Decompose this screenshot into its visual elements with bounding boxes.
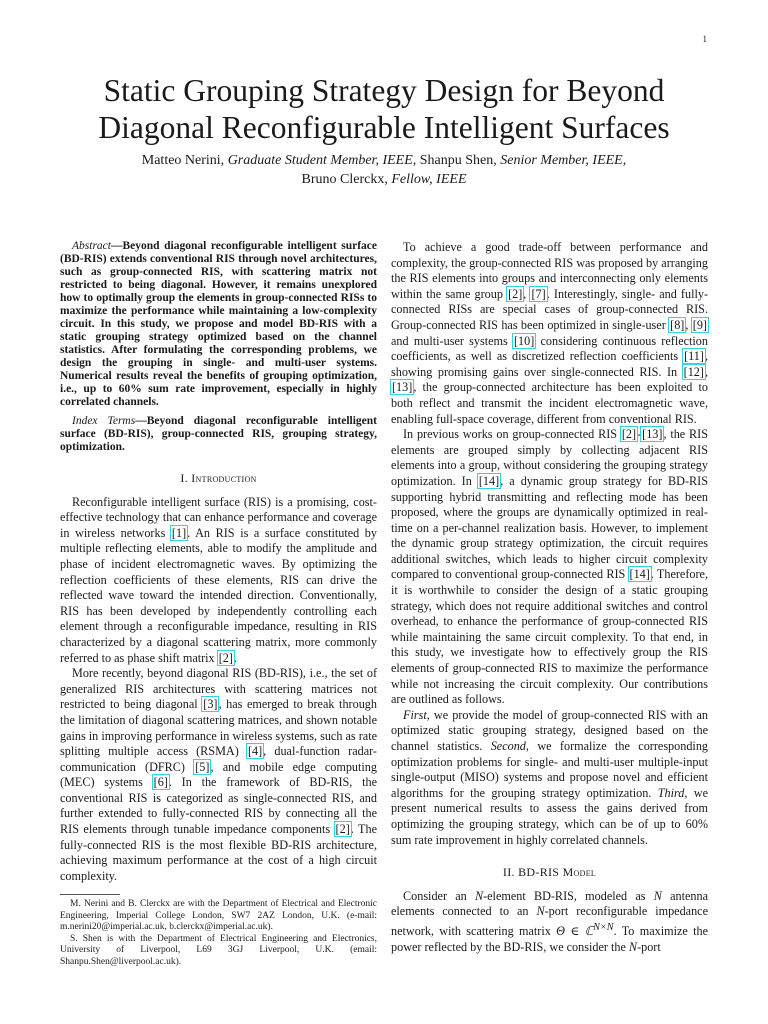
text: , [704,364,708,379]
section-title: BD-RIS Model [518,865,597,880]
text: To achieve a good trade-off between performance and complexity, the group-connected RIS was proposed by arranging the RIS elements into groups and interconnecting only elements within the same group [391,240,708,301]
index-terms-text: —Beyond diagonal reconfigurable intelligent surface (BD-RIS), group-connected RIS, grouping strategy, optimization. [60,415,377,453]
text: considering continuous reflection coefficients, as well as discretized reflection coefficients [391,333,708,364]
section-heading-bd-ris-model [391,865,708,881]
footnote-divider [60,894,120,895]
text: Consider an [403,888,475,903]
citation-link[interactable]: [8] [670,317,685,332]
author-name: Bruno Clerckx, [301,172,388,187]
text: . In the framework of BD-RIS, the conventional RIS is categorized as single-connected RIS, and further extended to fully-connected RIS by connecting all the RIS elements through tunable impedance components [60,775,377,837]
abstract [60,240,377,409]
right-paragraph-1 [391,240,708,427]
intro-paragraph-2 [60,666,377,884]
text: , the group-connected architecture has been exploited to both reflect and transmit the incident electromagnetic wave, enabling full-space coverage, different from conventional RIS. [391,380,708,426]
left-column [60,240,377,968]
citation-link[interactable]: [2] [508,286,523,301]
text: . To maximize the power reflected by the BD-RIS, we consider the [391,924,708,954]
math-symbol: N [536,904,545,919]
citation-link[interactable]: [12] [683,364,704,379]
text: . Interestingly, single- and fully-connected RISs are special cases of group-connected RIS. Group-connected RIS has been optimized in single-user [391,286,709,332]
text: , dual-function radar-communication (DFRC) [60,744,377,774]
title-line-1: Static Grouping Strategy Design for Beyond [103,73,665,108]
author-name: Shanpu Shen, [419,153,497,168]
citation-link[interactable]: [7] [531,286,546,301]
text: - [637,427,642,442]
text: , we present numerical results to assess the gains derived from optimizing the grouping strategy, which can be of up to 60% sum rate improvement in highly correlated channels. [391,785,709,847]
author-line-1 [60,151,708,170]
emphasis: Second [490,739,526,753]
author-role: Fellow, IEEE [391,172,467,187]
math-symbol: N [628,939,638,954]
text: In previous works on group-connected RIS [403,427,621,442]
section-title: Introduction [191,471,257,485]
citation-link[interactable]: [2] [218,650,233,665]
author-line-2 [60,170,708,189]
emphasis: Third [657,785,685,800]
author-role: Senior Member, IEEE, [500,153,627,168]
author-block [60,151,708,189]
math-symbol: N [474,888,484,903]
emphasis: First [403,707,427,722]
intro-paragraph-1 [60,495,377,667]
citation-link[interactable]: [2] [335,822,350,837]
citation-link[interactable]: [3] [203,697,218,712]
section-heading-introduction [60,471,377,487]
text: antenna elements connected to an [391,888,708,919]
text: , [523,286,531,301]
text: , [685,317,692,332]
text: , has emerged to break through the limitation of diagonal scattering matrices, and shown notable gains in improving performance in wireless systems, such as rate splitting multiple access (RSMA) [60,697,377,759]
text: More recently, beyond diagonal RIS (BD-RIS), i.e., the set of generalized RIS architectures with scattering matrices not restricted to being diagonal [60,666,377,712]
text: , we formalize the corresponding optimization problems for single- and multi-user multiple-input single-output (MISO) systems and propose novel and efficient algorithms for the grouping strategy optimization. [391,739,709,800]
section-number: II. [502,865,515,880]
author-name: Matteo Nerini, [141,153,225,168]
citation-link[interactable]: [14] [478,473,500,488]
right-column [391,240,708,955]
citation-link[interactable]: [6] [153,775,168,790]
author-role: Graduate Student Member, IEEE, [227,153,417,168]
section-number: I. [180,471,188,485]
citation-link[interactable]: [9] [692,317,707,332]
citation-link[interactable]: [11] [684,349,704,364]
abstract-text: —Beyond diagonal reconfigurable intelligent surface (BD-RIS) extends conventional RIS through novel architectures, such as group-connected RIS, with scattering matrix not restricted to being diagonal. However, it remains unexplored how to optimally group the elements in group-connected RISs to maximize the performance while maintaining a low-complexity circuit. In this study, we propose and model BD-RIS with a static grouping strategy optimized based on the channel statistics. After formulating the corresponding problems, we design the grouping in single- and multi-user systems. Numerical results reveal the benefits of grouping optimization, i.e., up to 60% sum rate improvement, especially in highly correlated channels. [60,240,377,408]
footnote-1: M. Nerini and B. Clerckx are with the Department of Electrical and Electronic Engineering, Imperial College London, SW7 2AZ London, U.K. (e-mail: m.nerini20@imperial.ac.uk, b.clerckx@imperial.ac.uk). [60,899,377,933]
text: -port [637,939,661,954]
text: . [233,650,237,665]
right-paragraph-2 [391,427,708,708]
text: , the RIS elements are grouped simply by collecting adjacent RIS elements into a group, without considering the grouping strategy optimization. In [391,427,708,488]
text: . The fully-connected RIS is the most flexible BD-RIS architecture, achieving maximum performance at the cost of a high circuit complexity. [60,822,378,883]
right-paragraph-3 [391,708,708,848]
text: Reconfigurable intelligent surface (RIS) is a promising, cost-effective technology that can enhance performance and coverage in wireless networks [60,494,377,540]
text: , and mobile edge computing (MEC) systems [60,759,377,790]
abstract-label: Abstract [72,240,111,252]
citation-link[interactable]: [14] [629,567,650,582]
text: . Therefore, it is worthwhile to consider the design of a static grouping strategy, which does not require additional switches and control overhead, to enhance the performance of group-connected RIS while maintaining the same circuit complexity. To that end, in this study, we investigate how to effectively group the RIS elements of group-connected RIS to maximize the performance while not increasing the circuit complexity. Our contributions are outlined as follows. [391,567,708,707]
text: , a dynamic group strategy for BD-RIS supporting hybrid transmitting and reflecting mode has been proposed, where the groups are dynamically optimized in real-time on a per-channel realization basis. However, to implement the dynamic group strategy optimization, the circuit requires additional switches, which leads to higher circuit complexity compared to conventional group-connected RIS [391,473,708,582]
citation-link[interactable]: [13] [642,427,663,442]
math-superscript: N×N [593,921,614,933]
index-terms-label: Index Terms [72,415,136,427]
citation-link[interactable]: [5] [195,759,210,774]
citation-link[interactable]: [2] [621,427,637,442]
text: , we provide the model of group-connected RIS with an optimized static grouping strategy, designed based on the channel statistics. [391,707,708,753]
math-expression: Θ ∈ ℂ [556,924,594,938]
citation-link[interactable]: [1] [171,525,187,540]
text: and multi-user systems [391,333,513,348]
footnotes [60,899,377,968]
citation-link[interactable]: [4] [247,744,263,759]
footnote-2: S. Shen is with the Department of Electrical Engineering and Electronics, University of Liverpool, L69 3GJ Liverpool, U.K. (email: Shanpu.Shen@liverpool.ac.uk). [60,933,377,967]
index-terms [60,415,377,454]
right-paragraph-4 [391,889,708,955]
page-number: 1 [702,34,707,44]
paper-title [60,72,708,146]
math-symbol: N [653,888,662,903]
citation-link[interactable]: [10] [513,333,535,348]
title-line-2: Diagonal Reconfigurable Intelligent Surfaces [98,110,670,145]
citation-link[interactable]: [13] [392,380,413,395]
text: -port reconfigurable impedance network, with scattering matrix [391,904,708,938]
text: , showing promising gains over single-connected RIS. In [391,349,708,379]
text: . An RIS is a surface constituted by multiple reflecting elements, able to modify the amplitude and phase of incident electromagnetic waves. By optimizing the reflection coefficients of these elements, RIS can drive the reflected wave toward the intended direction. Conventionally, RIS has been developed by independently controlling each element through a reconfigurable impedance, resulting in RIS characterized by a diagonal scattering matrix, more commonly referred to as phase shift matrix [60,525,377,665]
text: -element BD-RIS, modeled as [483,888,654,903]
